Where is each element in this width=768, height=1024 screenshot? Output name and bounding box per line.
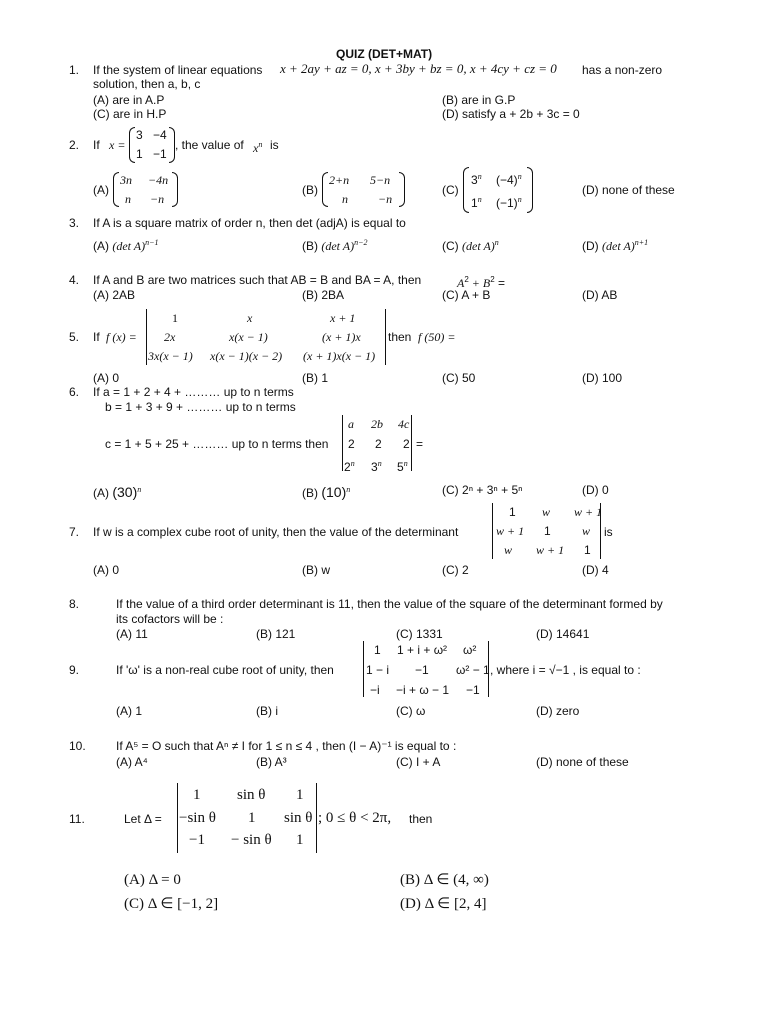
det-cell: 2 xyxy=(348,437,355,451)
det-cell: (x + 1)x xyxy=(322,330,361,344)
option-base: 2ⁿ + 3ⁿ + 5ⁿ xyxy=(462,483,523,497)
matrix-cell: n xyxy=(125,192,131,206)
question-number: 8. xyxy=(69,597,80,611)
question-text: solution, then a, b, c xyxy=(93,77,201,91)
option-c[interactable]: (C) 2 xyxy=(442,563,469,577)
matrix-cell: 3n xyxy=(120,173,132,187)
exponent: n xyxy=(517,195,522,204)
option-b[interactable]: (B) 1 xyxy=(302,371,329,385)
question-text: then xyxy=(409,812,433,826)
det-cell: w + 1 xyxy=(536,543,565,557)
exponent: n xyxy=(477,195,482,204)
det-cell: w xyxy=(542,505,551,519)
option-c[interactable]: (C) 50 xyxy=(442,371,476,385)
det-cell: 3x(x − 1) xyxy=(148,349,193,363)
question-number: 4. xyxy=(69,273,80,287)
option-c[interactable]: (C) are in H.P xyxy=(93,107,167,121)
det-cell: 2x xyxy=(164,330,176,344)
exponent: n xyxy=(494,238,499,247)
option-label: (C) xyxy=(442,239,459,253)
question-number: 1. xyxy=(69,63,80,77)
det-cell: 2 xyxy=(403,437,410,451)
paren-left xyxy=(463,167,469,213)
exponent: 2 xyxy=(490,275,495,284)
det-cell: −1 xyxy=(189,832,205,848)
option-d[interactable]: (D) none of these xyxy=(536,755,629,769)
det-cell: 1 xyxy=(296,787,304,803)
option-base: (det A) xyxy=(321,239,355,253)
question-number: 3. xyxy=(69,216,80,230)
det-cell: 1 + i + ω² xyxy=(397,643,448,657)
det-bar-left xyxy=(342,415,343,471)
option-label: (A) xyxy=(93,486,109,500)
cell-base: 1 xyxy=(471,196,478,210)
option-a[interactable] xyxy=(93,236,159,253)
option-b-label[interactable]: (B) xyxy=(302,183,318,197)
question-text: , the value of xyxy=(175,138,244,152)
cell-base: 2 xyxy=(344,460,351,474)
page-title: QUIZ (DET+MAT) xyxy=(336,47,433,61)
equals-sign: = xyxy=(416,437,424,451)
det-cell: 1 xyxy=(509,505,516,519)
exponent: n xyxy=(517,172,522,181)
question-text: b = 1 + 3 + 9 + ……… up to n terms xyxy=(105,400,296,414)
det-bar-left xyxy=(492,503,493,559)
question-text: If 'ω' is a non-real cube root of unity, then xyxy=(116,663,334,677)
question-text: If w is a complex cube root of unity, then the value of the determinant xyxy=(93,525,459,539)
det-cell: sin θ xyxy=(284,810,313,826)
question-number: 6. xyxy=(69,385,80,399)
option-d[interactable]: (D) satisfy a + 2b + 3c = 0 xyxy=(442,107,580,121)
det-cell: 1 xyxy=(584,543,591,557)
equation: x + 2ay + az = 0, x + 3by + bz = 0, x + 4cy + cz = 0 xyxy=(280,61,557,76)
question-text: If A and B are two matrices such that AB = B and BA = A, then xyxy=(93,273,422,287)
option-d[interactable]: (D) 100 xyxy=(582,371,623,385)
option-b[interactable]: (B) w xyxy=(302,563,330,577)
option-d[interactable] xyxy=(582,236,648,253)
option-a[interactable] xyxy=(124,873,181,887)
option-b[interactable] xyxy=(400,873,489,887)
question-number: 11. xyxy=(69,812,85,826)
det-cell: x xyxy=(247,311,253,325)
det-cell: 2b xyxy=(371,417,383,431)
exponent: n xyxy=(403,459,408,468)
question-text: If xyxy=(93,138,100,152)
exponent: n+1 xyxy=(634,238,649,247)
det-cell: (x + 1)x(x − 1) xyxy=(303,349,376,363)
question-text: If xyxy=(93,330,100,344)
function-lhs: f (x) = xyxy=(106,330,137,344)
question-text: If the system of linear equations xyxy=(93,63,263,77)
option-a[interactable]: (A) 0 xyxy=(93,371,120,385)
question-text: is xyxy=(604,525,613,539)
cell-base: 3 xyxy=(371,460,378,474)
question-text: , where i = √−1 , is equal to : xyxy=(490,663,641,677)
paren-left xyxy=(113,172,119,207)
eq-part: + B xyxy=(468,276,491,290)
det-cell: w + 1 xyxy=(496,524,525,538)
det-cell: −i xyxy=(370,683,380,697)
option-text: (C) Δ ∈ [−1, 2] xyxy=(124,896,219,912)
cell-base: 3 xyxy=(471,173,478,187)
cell-base: (−1) xyxy=(496,196,518,210)
det-cell xyxy=(397,457,408,474)
exponent: n xyxy=(346,485,351,494)
option-text: (B) Δ ∈ (4, ∞) xyxy=(400,872,489,888)
exponent: n xyxy=(477,172,482,181)
eq-part: A xyxy=(457,276,465,290)
exponent: n xyxy=(258,140,263,149)
question-text: If A⁵ = O such that Aⁿ ≠ I for 1 ≤ n ≤ 4 , then (I − A)⁻¹ is equal to : xyxy=(116,739,457,753)
det-cell: w xyxy=(582,524,591,538)
condition: ; 0 ≤ θ < 2π, xyxy=(318,810,392,826)
paren-right xyxy=(399,172,405,207)
option-b[interactable] xyxy=(302,236,368,253)
paren-left xyxy=(322,172,328,207)
det-cell: −1 xyxy=(466,683,480,697)
option-b[interactable]: (B) 121 xyxy=(256,627,296,641)
det-bar-right xyxy=(488,641,489,697)
option-a[interactable]: (A) 11 xyxy=(116,627,148,641)
matrix-cell: 2+n xyxy=(329,173,350,187)
det-cell xyxy=(371,457,382,474)
det-cell: 1 xyxy=(374,643,381,657)
x-base: x xyxy=(253,141,259,155)
option-a[interactable]: (A) A⁴ xyxy=(116,755,148,769)
option-label: (A) xyxy=(93,239,109,253)
option-b[interactable]: (B) are in G.P xyxy=(442,93,516,107)
det-bar-right xyxy=(600,503,601,559)
det-cell: 4c xyxy=(398,417,410,431)
eq-part: = xyxy=(494,276,506,290)
option-c[interactable] xyxy=(442,483,523,497)
det-cell: a xyxy=(348,417,354,431)
det-cell: −i + ω − 1 xyxy=(396,683,450,697)
option-label: (C) xyxy=(442,483,459,497)
option-c[interactable] xyxy=(442,236,499,253)
question-number: 2. xyxy=(69,138,80,152)
matrix-cell: 3 xyxy=(136,128,143,142)
exponent: n xyxy=(377,459,382,468)
option-label: (B) xyxy=(302,486,318,500)
matrix-cell: 5−n xyxy=(370,173,391,187)
option-base: (det A) xyxy=(602,239,635,253)
question-text: c = 1 + 5 + 25 + ……… up to n terms then xyxy=(105,437,329,451)
option-b[interactable]: (B) A³ xyxy=(256,755,287,769)
exponent: 2 xyxy=(464,275,469,284)
x-power xyxy=(253,138,262,155)
question-number: 7. xyxy=(69,525,80,539)
option-c[interactable]: (C) I + A xyxy=(396,755,441,769)
option-a-label[interactable]: (A) xyxy=(93,183,109,197)
question-text: If the value of a third order determinant is 11, then the value of the square of the determinant formed by xyxy=(116,597,663,611)
option-c[interactable]: (C) A + B xyxy=(442,288,491,302)
option-c[interactable] xyxy=(124,897,218,911)
option-d[interactable]: (D) 4 xyxy=(582,563,609,577)
cell-base: (−4) xyxy=(496,173,518,187)
question-text: then xyxy=(388,330,412,344)
option-d[interactable]: (D) 0 xyxy=(582,483,609,497)
option-text: (D) Δ ∈ [2, 4] xyxy=(400,896,487,912)
det-cell: 1 xyxy=(296,832,304,848)
option-label: (B) xyxy=(302,239,318,253)
det-cell: x(x − 1)(x − 2) xyxy=(210,349,283,363)
cell-base: 5 xyxy=(397,460,404,474)
det-cell: − sin θ xyxy=(231,832,272,848)
paren-right xyxy=(172,172,178,207)
option-base: (det A) xyxy=(462,239,495,253)
det-cell: ω² − 1 xyxy=(456,663,490,677)
option-base: (30) xyxy=(112,484,138,500)
exponent: n−2 xyxy=(354,238,368,247)
option-a[interactable]: (A) 0 xyxy=(93,563,120,577)
option-d[interactable]: (D) 14641 xyxy=(536,627,590,641)
question-text: has a non-zero xyxy=(582,63,663,77)
det-cell: 1 − i xyxy=(366,663,390,677)
option-d[interactable]: (D) AB xyxy=(582,288,618,302)
matrix-cell: −4 xyxy=(153,128,167,142)
det-bar-left xyxy=(363,641,364,697)
matrix-cell: −1 xyxy=(153,147,167,161)
exponent: n−1 xyxy=(145,238,159,247)
option-b[interactable]: (B) i xyxy=(256,704,278,718)
option-a[interactable]: (A) are in A.P xyxy=(93,93,165,107)
det-cell: −1 xyxy=(415,663,429,677)
option-c-label[interactable]: (C) xyxy=(442,183,459,197)
det-cell: sin θ xyxy=(237,787,266,803)
question-text: Let Δ = xyxy=(124,812,162,826)
option-c[interactable]: (C) 1331 xyxy=(396,627,443,641)
question-text: If A is a square matrix of order n, then det (adjA) is equal to xyxy=(93,216,406,230)
det-cell xyxy=(344,457,355,474)
option-label: (D) xyxy=(582,239,599,253)
question-text: is xyxy=(270,138,279,152)
det-bar-right xyxy=(316,783,317,853)
paren-right xyxy=(527,167,533,213)
matrix-cell xyxy=(496,193,522,210)
option-base: (10) xyxy=(321,484,347,500)
matrix-cell: 1 xyxy=(136,147,143,161)
option-text: (A) Δ = 0 xyxy=(124,872,181,888)
det-cell: 2 xyxy=(375,437,382,451)
det-cell: w + 1 xyxy=(574,505,603,519)
det-cell: −sin θ xyxy=(179,810,216,826)
det-cell: w xyxy=(504,543,513,557)
det-cell: x + 1 xyxy=(330,311,356,325)
paren-left xyxy=(129,127,135,163)
det-bar-left xyxy=(177,783,178,853)
option-c[interactable]: (C) ω xyxy=(396,704,426,718)
question-text: its cofactors will be : xyxy=(116,612,224,626)
det-cell: 1 xyxy=(544,524,551,538)
exponent: n xyxy=(137,485,142,494)
det-bar-right xyxy=(385,309,386,365)
exponent: n xyxy=(350,459,355,468)
matrix-cell: −n xyxy=(378,192,393,206)
function-f50: f (50) = xyxy=(418,330,456,344)
option-d[interactable]: (D) zero xyxy=(536,704,580,718)
det-cell: ω² xyxy=(463,643,477,657)
question-number: 5. xyxy=(69,330,80,344)
det-cell: 1 xyxy=(193,787,201,803)
option-d[interactable] xyxy=(400,897,486,911)
matrix-cell: n xyxy=(342,192,348,206)
det-cell: 1 xyxy=(172,311,178,325)
option-b[interactable]: (B) 2BA xyxy=(302,288,345,302)
det-cell: 1 xyxy=(248,810,256,826)
matrix-cell: −n xyxy=(150,192,165,206)
option-a[interactable] xyxy=(93,483,141,500)
option-base: (det A) xyxy=(112,239,146,253)
matrix-cell xyxy=(471,170,482,187)
matrix-cell xyxy=(496,170,522,187)
matrix-lhs: x = xyxy=(109,138,126,152)
det-bar-left xyxy=(146,309,147,365)
question-text: If a = 1 + 2 + 4 + ……… up to n terms xyxy=(93,385,294,399)
option-b[interactable] xyxy=(302,483,350,500)
question-number: 9. xyxy=(69,663,80,677)
question-number: 10. xyxy=(69,739,86,753)
matrix-cell: −4n xyxy=(148,173,169,187)
det-cell: x(x − 1) xyxy=(229,330,268,344)
matrix-cell xyxy=(471,193,482,210)
option-a[interactable]: (A) 2AB xyxy=(93,288,136,302)
det-bar-right xyxy=(411,415,412,471)
option-a[interactable]: (A) 1 xyxy=(116,704,143,718)
option-d[interactable]: (D) none of these xyxy=(582,183,675,197)
